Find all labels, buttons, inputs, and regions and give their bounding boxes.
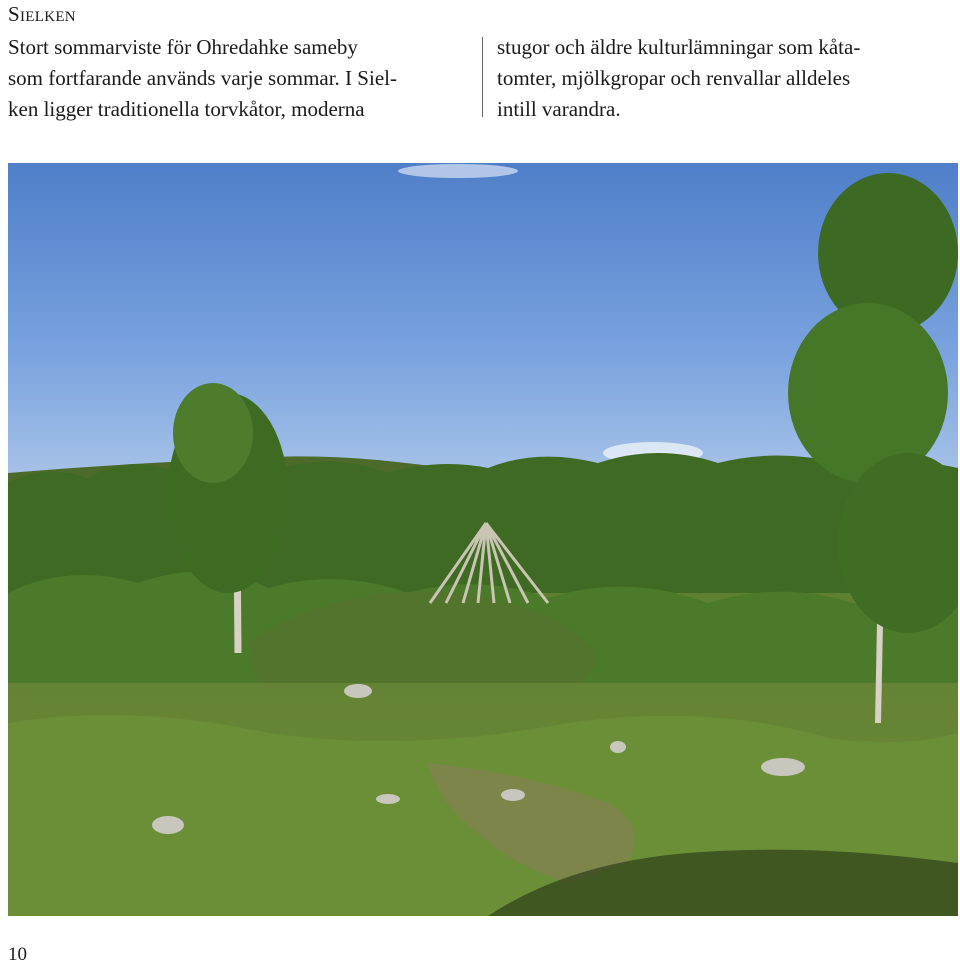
caption-line: som fortfarande används varje sommar. I Siel-	[8, 66, 397, 90]
section-heading: Sielken	[8, 2, 76, 26]
treeline	[8, 453, 958, 593]
page-number: 10	[8, 944, 27, 965]
column-divider	[482, 37, 483, 117]
photo-illustration	[8, 163, 958, 916]
caption-line: stugor och äldre kulturlämningar som kåta-	[497, 35, 861, 59]
caption-column-right	[497, 32, 860, 125]
caption-line: intill varandra.	[497, 97, 621, 121]
landscape-photo	[8, 163, 958, 916]
caption-line: Stort sommarviste för Ohredahke sameby	[8, 35, 358, 59]
caption-line: tomter, mjölkgropar och renvallar alldeles	[497, 66, 851, 90]
caption-line: ken ligger traditionella torvkåtor, moderna	[8, 97, 365, 121]
cloud	[398, 164, 518, 178]
caption-column-left	[8, 32, 397, 125]
